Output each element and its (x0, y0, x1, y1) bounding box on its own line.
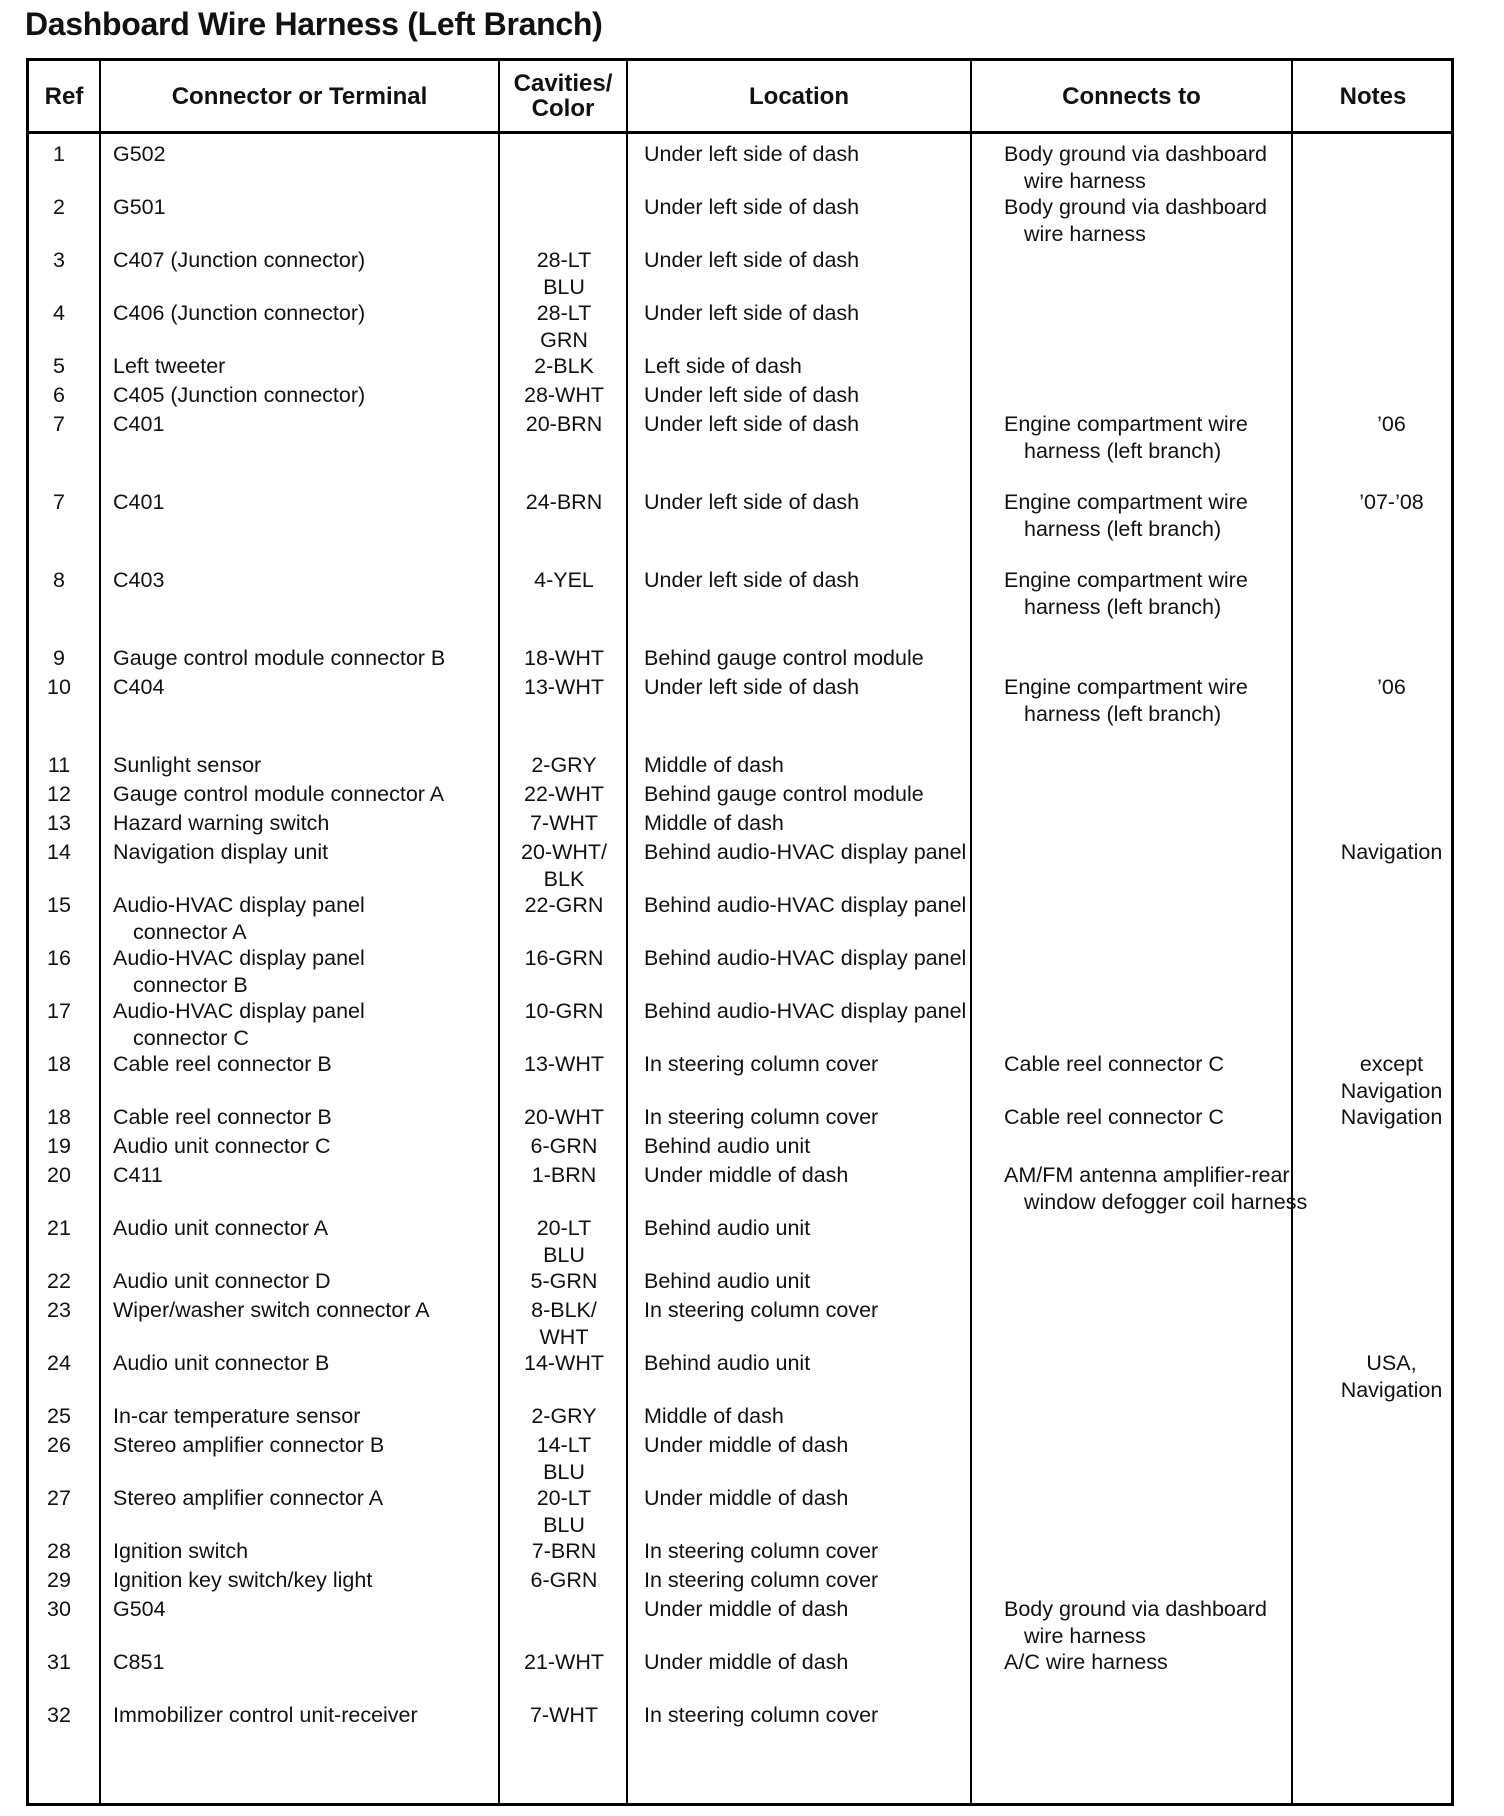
cell-connector (113, 1162, 513, 1189)
connects-to-text: Cable reel connector C (1004, 1052, 1224, 1076)
cell-connector (113, 567, 513, 594)
table-row (29, 810, 1451, 839)
cell-connector (113, 1133, 513, 1160)
connector-text: C407 (Junction connector) (113, 248, 366, 272)
cell-location: In steering column cover (644, 1298, 879, 1322)
cell-ref: 16 (47, 946, 71, 970)
cell-connector (113, 674, 513, 701)
table-row (29, 1104, 1451, 1133)
connector-text: Audio unit connector A (113, 1216, 329, 1240)
cell-connector (113, 1702, 513, 1729)
table-row (29, 645, 1451, 674)
cell-location: Behind audio-HVAC display panel (644, 946, 967, 970)
connects-to-text: harness (left branch) (1024, 439, 1222, 463)
cell-notes: except Navigation (1340, 1052, 1443, 1103)
connects-to-text: wire harness (1024, 169, 1146, 193)
cell-cavities-color: 24-BRN (525, 490, 603, 514)
table-row (29, 353, 1451, 382)
connects-to-text: A/C wire harness (1004, 1650, 1168, 1674)
cell-ref: 1 (53, 142, 65, 166)
cell-ref: 21 (47, 1216, 71, 1240)
header-notes: Notes (1339, 82, 1407, 110)
cell-cavities-color: 2-GRY (531, 1404, 597, 1428)
cell-connector (113, 810, 513, 837)
cell-connector (113, 1432, 513, 1459)
table-row (29, 1432, 1451, 1485)
cell-connects-to (1004, 674, 1344, 728)
cell-ref: 17 (47, 999, 71, 1023)
cell-cavities-color: 6-GRN (530, 1568, 598, 1592)
cell-cavities-color: 28-LT BLU (536, 248, 592, 299)
cell-cavities-color: 20-BRN (525, 412, 603, 436)
cell-cavities-color: 14-WHT (523, 1351, 605, 1375)
connects-to-text: AM/FM antenna amplifier-rear (1004, 1163, 1290, 1187)
cell-connector (113, 781, 513, 808)
cell-location: Behind audio-HVAC display panel (644, 999, 967, 1023)
cell-connector (113, 1596, 513, 1623)
cell-cavities-color: 20-WHT (523, 1105, 605, 1129)
cell-notes: Navigation (1340, 1105, 1443, 1129)
table-row (29, 1403, 1451, 1432)
table-row (29, 567, 1451, 645)
cell-connector (113, 1538, 513, 1565)
table-row (29, 1538, 1451, 1567)
cell-ref: 14 (47, 840, 71, 864)
table-row (29, 1268, 1451, 1297)
cell-notes: Navigation (1340, 840, 1443, 864)
connector-text: Audio unit connector B (113, 1351, 330, 1375)
cell-cavities-color: 8-BLK/ WHT (531, 1298, 597, 1349)
cell-connector (113, 892, 513, 946)
cell-ref: 8 (53, 568, 65, 592)
cell-cavities-color: 2-GRY (531, 753, 597, 777)
cell-connects-to (1004, 1104, 1344, 1131)
table-row (29, 1051, 1451, 1104)
cell-cavities-color: 20-LT BLU (536, 1486, 592, 1537)
cell-cavities-color: 28-LT GRN (536, 301, 592, 352)
connector-text: connector A (133, 920, 247, 944)
connector-text: Audio-HVAC display panel (113, 999, 365, 1023)
cell-connector (113, 411, 513, 438)
table-row (29, 382, 1451, 411)
header-connector: Connector or Terminal (171, 82, 428, 110)
cell-location: Under middle of dash (644, 1433, 849, 1457)
cell-ref: 7 (53, 412, 65, 436)
cell-location: Behind audio-HVAC display panel (644, 840, 967, 864)
cell-connector (113, 1350, 513, 1377)
table-row (29, 1649, 1451, 1702)
cell-ref: 9 (53, 646, 65, 670)
cell-ref: 28 (47, 1539, 71, 1563)
cell-connector (113, 194, 513, 221)
cell-ref: 31 (47, 1650, 71, 1674)
connector-text: Gauge control module connector B (113, 646, 446, 670)
table-row (29, 998, 1451, 1051)
connector-text: Stereo amplifier connector A (113, 1486, 384, 1510)
cell-location: Middle of dash (644, 811, 784, 835)
cell-connects-to (1004, 141, 1344, 195)
cell-cavities-color: 10-GRN (524, 999, 604, 1023)
cell-ref: 3 (53, 248, 65, 272)
table-row (29, 194, 1451, 247)
connector-text: Ignition key switch/key light (113, 1568, 373, 1592)
cell-location: Behind audio-HVAC display panel (644, 893, 967, 917)
cell-ref: 15 (47, 893, 71, 917)
cell-cavities-color: 16-GRN (524, 946, 604, 970)
connector-text: Stereo amplifier connector B (113, 1433, 385, 1457)
cell-connects-to (1004, 567, 1344, 621)
cell-connector (113, 300, 513, 327)
cell-ref: 18 (47, 1052, 71, 1076)
connector-text: C411 (113, 1163, 163, 1187)
cell-cavities-color: 20-WHT/ BLK (521, 840, 607, 891)
cell-connects-to (1004, 1596, 1344, 1650)
connects-to-text: harness (left branch) (1024, 517, 1222, 541)
connector-text: Navigation display unit (113, 840, 329, 864)
connector-text: connector C (133, 1026, 249, 1050)
cell-connects-to (1004, 1649, 1344, 1676)
cell-cavities-color: 13-WHT (523, 675, 605, 699)
table-row (29, 1485, 1451, 1538)
connects-to-text: wire harness (1024, 222, 1146, 246)
cell-connector (113, 1649, 513, 1676)
cell-connector (113, 998, 513, 1052)
cell-location: In steering column cover (644, 1568, 879, 1592)
cell-ref: 10 (47, 675, 71, 699)
cell-cavities-color: 22-GRN (524, 893, 604, 917)
table-row (29, 1596, 1451, 1649)
cell-connector (113, 839, 513, 866)
cell-cavities-color: 28-WHT (523, 383, 605, 407)
cell-cavities-color: 5-GRN (530, 1269, 598, 1293)
table-row (29, 674, 1451, 752)
cell-cavities-color: 14-LT BLU (536, 1433, 592, 1484)
connector-text: Ignition switch (113, 1539, 249, 1563)
cell-location: Under left side of dash (644, 248, 860, 272)
cell-location: Under left side of dash (644, 412, 860, 436)
cell-ref: 2 (53, 195, 65, 219)
cell-connector (113, 1485, 513, 1512)
cell-connector (113, 645, 513, 672)
header-ref: Ref (44, 82, 84, 110)
cell-notes: USA, Navigation (1340, 1351, 1443, 1402)
cell-location: Behind gauge control module (644, 646, 924, 670)
cell-location: In steering column cover (644, 1052, 879, 1076)
cell-ref: 32 (47, 1703, 71, 1727)
cell-cavities-color: 1-BRN (531, 1163, 597, 1187)
cell-connects-to (1004, 1162, 1344, 1216)
cell-notes: ’06 (1377, 675, 1406, 699)
cell-connector (113, 489, 513, 516)
cell-cavities-color: 20-LT BLU (536, 1216, 592, 1267)
connector-text: C401 (113, 490, 165, 514)
connects-to-text: Engine compartment wire (1004, 675, 1248, 699)
cell-ref: 18 (47, 1105, 71, 1129)
connects-to-text: window defogger coil harness (1024, 1190, 1308, 1214)
cell-ref: 27 (47, 1486, 71, 1510)
cell-location: Behind gauge control module (644, 782, 924, 806)
cell-cavities-color: 4-YEL (534, 568, 594, 592)
cell-location: In steering column cover (644, 1105, 879, 1129)
table-body (29, 141, 1451, 1731)
connector-text: Audio unit connector D (113, 1269, 331, 1293)
table-row (29, 781, 1451, 810)
connects-to-text: harness (left branch) (1024, 702, 1222, 726)
connector-text: C401 (113, 412, 165, 436)
cell-ref: 13 (47, 811, 71, 835)
cell-connector (113, 1297, 513, 1324)
harness-table (26, 58, 1454, 1806)
connector-text: Hazard warning switch (113, 811, 330, 835)
connector-text: Audio-HVAC display panel (113, 893, 365, 917)
table-row (29, 247, 1451, 300)
cell-cavities-color: 6-GRN (530, 1134, 598, 1158)
cell-connector (113, 141, 513, 168)
cell-location: Behind audio unit (644, 1269, 811, 1293)
cell-ref: 20 (47, 1163, 71, 1187)
table-row (29, 1162, 1451, 1215)
connects-to-text: Body ground via dashboard (1004, 1597, 1267, 1621)
cell-ref: 19 (47, 1134, 71, 1158)
connector-text: connector B (133, 973, 248, 997)
connector-text: C404 (113, 675, 165, 699)
cell-cavities-color: 13-WHT (523, 1052, 605, 1076)
cell-cavities-color: 7-WHT (529, 1703, 599, 1727)
connects-to-text: wire harness (1024, 1624, 1146, 1648)
cell-ref: 23 (47, 1298, 71, 1322)
cell-location: Under middle of dash (644, 1650, 849, 1674)
table-row (29, 945, 1451, 998)
table-row (29, 1297, 1451, 1350)
cell-notes: ’07-’08 (1359, 490, 1424, 514)
table-row (29, 1350, 1451, 1403)
connector-text: G504 (113, 1597, 166, 1621)
cell-connector (113, 1215, 513, 1242)
cell-location: In steering column cover (644, 1703, 879, 1727)
cell-cavities-color: 7-WHT (529, 811, 599, 835)
cell-notes: ’06 (1377, 412, 1406, 436)
table-row (29, 411, 1451, 489)
connector-text: C405 (Junction connector) (113, 383, 366, 407)
cell-connects-to (1004, 194, 1344, 248)
cell-location: Left side of dash (644, 354, 802, 378)
connects-to-text: Engine compartment wire (1004, 490, 1248, 514)
table-row (29, 1702, 1451, 1731)
cell-connects-to (1004, 411, 1344, 465)
header-divider (29, 131, 1451, 134)
cell-cavities-color: 22-WHT (523, 782, 605, 806)
table-row (29, 1133, 1451, 1162)
connector-text: Gauge control module connector A (113, 782, 445, 806)
cell-location: Under left side of dash (644, 142, 860, 166)
header-connects-to: Connects to (1062, 82, 1201, 110)
cell-connector (113, 945, 513, 999)
cell-location: Under middle of dash (644, 1486, 849, 1510)
cell-ref: 5 (53, 354, 65, 378)
cell-ref: 6 (53, 383, 65, 407)
cell-ref: 29 (47, 1568, 71, 1592)
connector-text: Audio unit connector C (113, 1134, 331, 1158)
connects-to-text: Body ground via dashboard (1004, 195, 1267, 219)
cell-location: Under middle of dash (644, 1163, 849, 1187)
cell-location: Behind audio unit (644, 1134, 811, 1158)
cell-cavities-color: 2-BLK (534, 354, 594, 378)
cell-connects-to (1004, 1051, 1344, 1078)
cell-connects-to (1004, 489, 1344, 543)
connector-text: Audio-HVAC display panel (113, 946, 365, 970)
cell-ref: 26 (47, 1433, 71, 1457)
cell-ref: 22 (47, 1269, 71, 1293)
cell-connector (113, 1104, 513, 1131)
connector-text: Wiper/washer switch connector A (113, 1298, 430, 1322)
connector-text: C403 (113, 568, 165, 592)
table-row (29, 892, 1451, 945)
cell-location: Behind audio unit (644, 1216, 811, 1240)
cell-ref: 30 (47, 1597, 71, 1621)
cell-connector (113, 1051, 513, 1078)
table-row (29, 141, 1451, 194)
cell-ref: 7 (53, 490, 65, 514)
cell-cavities-color: 7-BRN (531, 1539, 597, 1563)
connects-to-text: harness (left branch) (1024, 595, 1222, 619)
cell-ref: 4 (53, 301, 65, 325)
connector-text: Sunlight sensor (113, 753, 262, 777)
header-cavities-color: Cavities/ Color (513, 70, 613, 122)
connector-text: G501 (113, 195, 166, 219)
connects-to-text: Body ground via dashboard (1004, 142, 1267, 166)
connector-text: C851 (113, 1650, 165, 1674)
cell-ref: 11 (47, 753, 71, 777)
connector-text: C406 (Junction connector) (113, 301, 366, 325)
header-location: Location (749, 82, 849, 110)
cell-cavities-color: 21-WHT (523, 1650, 605, 1674)
connector-text: Immobilizer control unit-receiver (113, 1703, 418, 1727)
connector-text: In-car temperature sensor (113, 1404, 361, 1428)
cell-ref: 24 (47, 1351, 71, 1375)
cell-location: Under left side of dash (644, 675, 860, 699)
cell-connector (113, 382, 513, 409)
connector-text: G502 (113, 142, 166, 166)
cell-location: Middle of dash (644, 1404, 784, 1428)
cell-connector (113, 247, 513, 274)
cell-connector (113, 353, 513, 380)
cell-location: Middle of dash (644, 753, 784, 777)
cell-location: Under left side of dash (644, 301, 860, 325)
cell-location: Under middle of dash (644, 1597, 849, 1621)
connector-text: Left tweeter (113, 354, 226, 378)
connects-to-text: Cable reel connector C (1004, 1105, 1224, 1129)
cell-location: Behind audio unit (644, 1351, 811, 1375)
table-row (29, 489, 1451, 567)
connector-text: Cable reel connector B (113, 1052, 332, 1076)
cell-location: Under left side of dash (644, 568, 860, 592)
cell-connector (113, 752, 513, 779)
cell-location: In steering column cover (644, 1539, 879, 1563)
cell-ref: 12 (47, 782, 71, 806)
page-title: Dashboard Wire Harness (Left Branch) (25, 6, 603, 42)
connects-to-text: Engine compartment wire (1004, 412, 1248, 436)
connects-to-text: Engine compartment wire (1004, 568, 1248, 592)
cell-connector (113, 1567, 513, 1594)
cell-cavities-color: 18-WHT (523, 646, 605, 670)
connector-text: Cable reel connector B (113, 1105, 332, 1129)
table-row (29, 839, 1451, 892)
cell-connector (113, 1403, 513, 1430)
cell-ref: 25 (47, 1404, 71, 1428)
table-row (29, 1567, 1451, 1596)
table-row (29, 752, 1451, 781)
cell-location: Under left side of dash (644, 195, 860, 219)
table-row (29, 1215, 1451, 1268)
cell-location: Under left side of dash (644, 490, 860, 514)
cell-location: Under left side of dash (644, 383, 860, 407)
table-row (29, 300, 1451, 353)
cell-connector (113, 1268, 513, 1295)
